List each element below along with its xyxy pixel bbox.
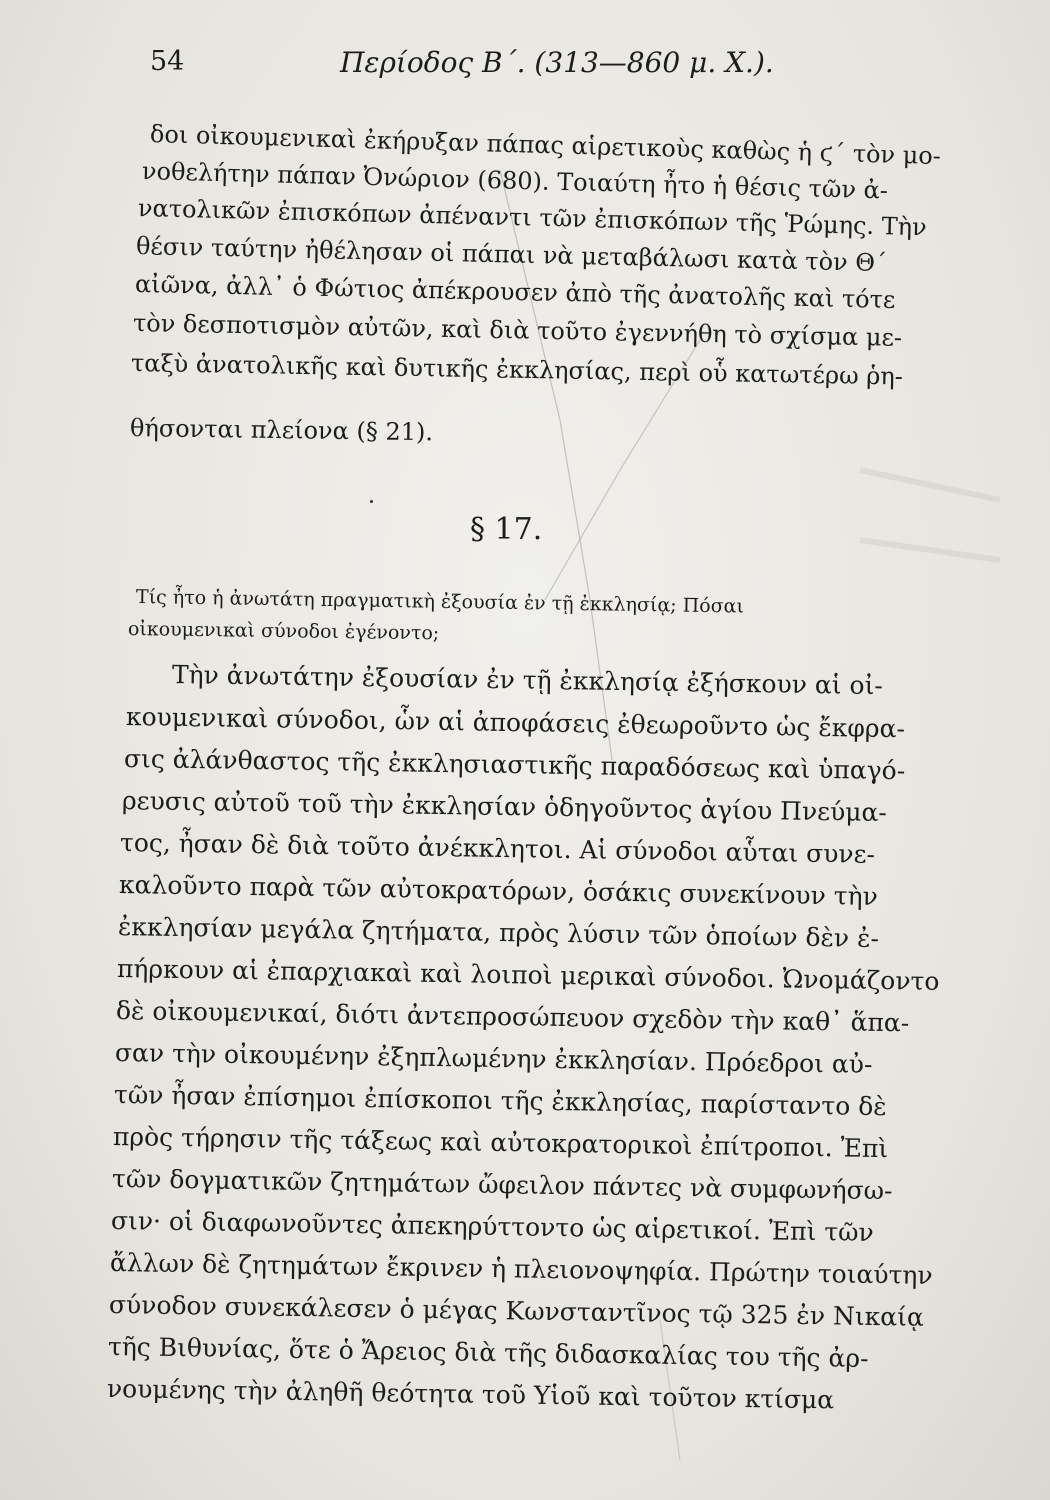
text-line: κουμενικαὶ σύνοδοι, ὧν αἱ ἀποφάσεις ἐθεωροῦντο ὡς ἔκφρα-: [125, 702, 906, 744]
text-line: νοθελήτην πάπαν Ὀνώριον (680). Τοιαύτη ἦτο ἡ θέσις τῶν ἀ-: [141, 157, 889, 205]
text-line: σαν τὴν οἰκουμένην ἐξηπλωμένην ἐκκλησίαν. Πρόεδροι αὐ-: [114, 1038, 873, 1079]
text-line: ρευσις αὐτοῦ τοῦ τὴν ἐκκλησίαν ὁδηγοῦντος ἁγίου Πνεύμα-: [121, 786, 888, 828]
text-line: πρὸς τήρησιν τῆς τάξεως καὶ αὐτοκρατορικοὶ ἐπίτροποι. Ἐπὶ: [112, 1122, 889, 1164]
text-line: τῶν ἦσαν ἐπίσημοι ἐπίσκοποι τῆς ἐκκλησίας, παρίσταντο δὲ: [113, 1080, 887, 1122]
text-line: σιν· οἱ διαφωνοῦντες ἀπεκηρύττοντο ὡς αἱρετικοί. Ἐπὶ τῶν: [110, 1206, 874, 1247]
question-line: Τίς ἦτο ἡ ἀνωτάτη πραγματικὴ ἐξουσία ἐν τῇ ἐκκλησίᾳ; Πόσαι: [135, 586, 745, 618]
question-line: οἰκουμενικαὶ σύνοδοι ἐγένοντο;: [127, 618, 440, 645]
text-line: πήρκουν αἱ ἐπαρχιακαὶ καὶ λοιποὶ μερικαὶ σύνοδοι. Ὠνομάζοντο: [116, 954, 940, 996]
text-line: νουμένης τὴν ἀληθῆ θεότητα τοῦ Υἱοῦ καὶ τοῦτον κτίσμα: [106, 1374, 835, 1415]
text-line: τῆς Βιθυνίας, ὅτε ὁ Ἄρειος διὰ τῆς διδασκαλίας του τῆς ἀρ-: [107, 1332, 869, 1373]
text-line: καλοῦντο παρὰ τῶν αὐτοκρατόρων, ὁσάκις συνεκίνουν τὴν: [118, 870, 879, 911]
text-line: σις ἀλάνθαστος τῆς ἐκκλησιαστικῆς παραδόσεως καὶ ὑπαγό-: [123, 744, 906, 786]
text-line: τος, ἦσαν δὲ διὰ τοῦτο ἀνέκκλητοι. Αἱ σύνοδοι αὗται συνε-: [119, 828, 876, 869]
text-line: Τὴν ἀνωτάτην ἐξουσίαν ἐν τῇ ἐκκλησίᾳ ἐξήσκουν αἱ οἰ-: [171, 660, 884, 701]
page-number: 54: [150, 46, 185, 77]
text-line: νατολικῶν ἐπισκόπων ἀπέναντι τῶν ἐπισκόπων τῆς Ῥώμης. Τὴν: [137, 194, 928, 242]
speck: [370, 500, 373, 503]
text-line: τὸν δεσποτισμὸν αὐτῶν, καὶ διὰ τοῦτο ἐγεννήθη τὸ σχίσμα με-: [132, 309, 903, 352]
text-line: θέσιν ταύτην ἠθέλησαν οἱ πάπαι νὰ μεταβάλωσι κατὰ τὸν Θ΄: [135, 232, 888, 278]
page-header: [150, 40, 910, 90]
text-line: αἰῶνα, ἀλλ᾽ ὁ Φώτιος ἀπέκρουσεν ἀπὸ τῆς ἀνατολῆς καὶ τότε: [134, 270, 896, 314]
running-head: Περίοδος Β΄. (313—860 μ. Χ.).: [340, 46, 774, 79]
section-heading: § 17.: [470, 512, 543, 547]
text-line: ἐκκλησίαν μεγάλα ζητήματα, πρὸς λύσιν τῶν ὁποίων δὲν ἐ-: [117, 912, 880, 953]
text-line: σύνοδον συνεκάλεσεν ὁ μέγας Κωνσταντῖνος τῷ 325 ἐν Νικαίᾳ: [108, 1290, 925, 1332]
text-line: ἄλλων δὲ ζητημάτων ἔκρινεν ἡ πλειονοψηφία. Πρώτην τοιαύτην: [109, 1248, 933, 1290]
text-line: δοι οἰκουμενικαὶ ἐκήρυξαν πάπας αἱρετικοὺς καθὼς ἡ ϛ΄ τὸν μο-: [149, 120, 942, 171]
text-line: δὲ οἰκουμενικαί, διότι ἀντεπροσώπευον σχεδὸν τὴν καθ᾽ ἅπα-: [115, 996, 910, 1038]
text-line: τῶν δογματικῶν ζητημάτων ὤφειλον πάντες νὰ συμφωνήσω-: [111, 1164, 893, 1206]
text-line: θήσονται πλείονα (§ 21).: [129, 414, 434, 447]
text-line: ταξὺ ἀνατολικῆς καὶ δυτικῆς ἐκκλησίας, περὶ οὗ κατωτέρω ῥη-: [130, 349, 904, 391]
